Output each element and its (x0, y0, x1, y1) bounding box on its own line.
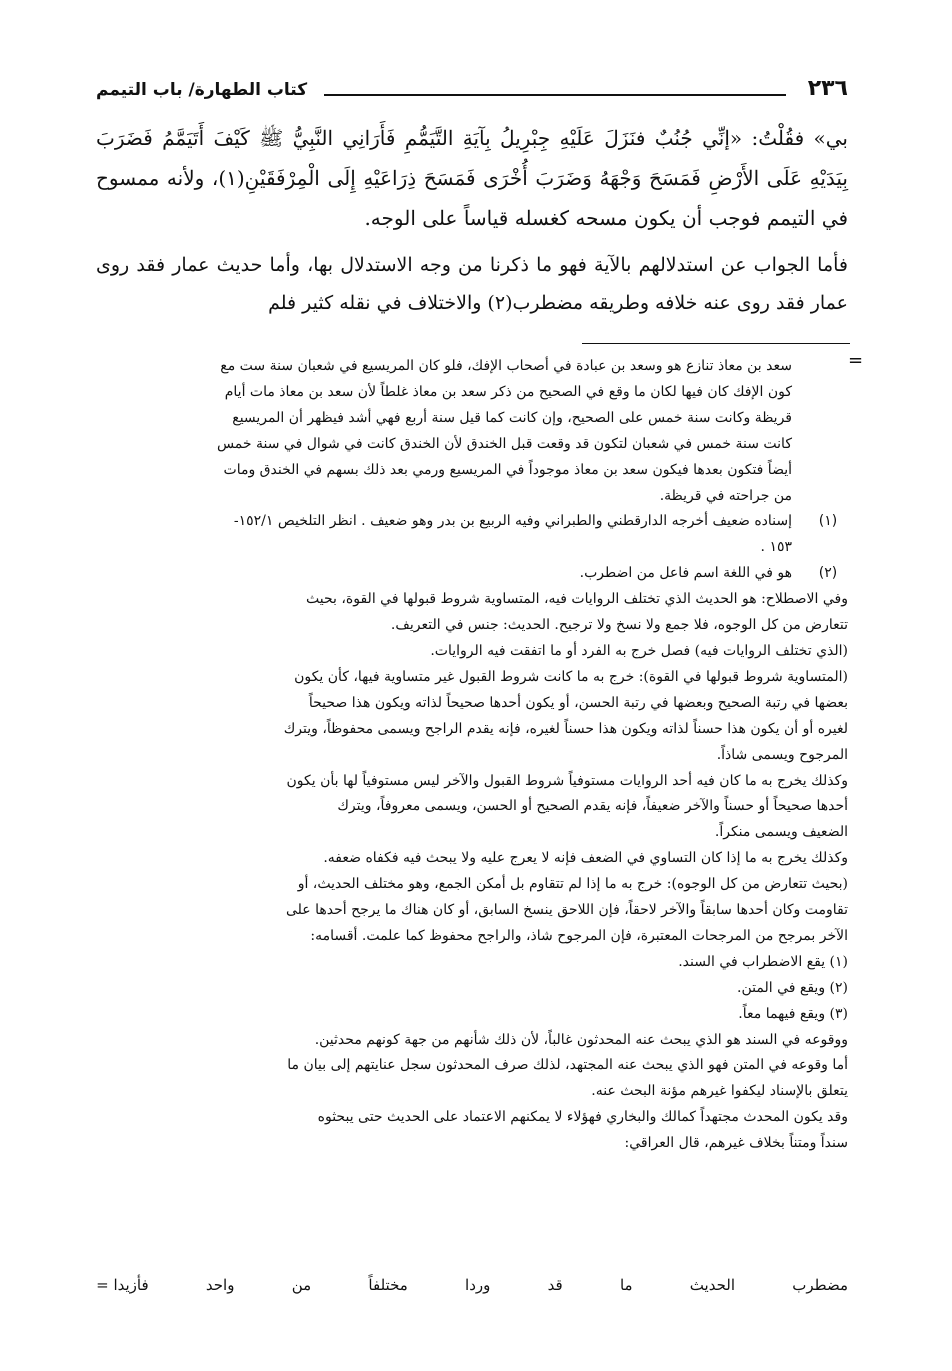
footnote-line: وكذلك يخرج به ما إذا كان التساوي في الضعف فإنه لا يعرج عليه ولا يبحث فيه فكفاه ضعفه. (323, 850, 848, 867)
footnote-line: وفي الاصطلاح: هو الحديث الذي تختلف الروايات فيه، المتساوية شروط قبولها في القوة، بحيث (306, 591, 848, 608)
footnote-line: وكذلك يخرج به ما كان فيه أحد الروايات مستوفياً شروط القبول والآخر ليس مستوفياً لها بأن يكون (286, 772, 848, 789)
footnote-2 (96, 561, 848, 587)
poem-word: ما (619, 1276, 633, 1294)
footnote-line: أيضاً فتكون بعدها فيكون سعد بن معاذ موجوداً في المريسيع ورمي بعد ذلك بسهم في الخندق ومات (223, 461, 792, 478)
poem-word: وردا (465, 1276, 491, 1294)
running-title: كتاب الطهارة/ باب التيمم (96, 80, 308, 100)
footnote-line: المرجوح ويسمى شاذاً. (716, 746, 848, 763)
footnote-line: قريظة وكانت سنة خمس على الصحيح، وإن كانت كما قيل سنة أربع فهي أشد فيظهر أن المريسيع (232, 409, 792, 426)
poem-word: مضطرب (792, 1276, 848, 1294)
footnote-line: إسناده ضعيف أخرجه الدارقطني والطبراني وفيه الربيع بن بدر وهو ضعيف . انظر التلخيص ١٥٢/١- (233, 513, 792, 530)
footnote-line: من جراحته في قريظة. (659, 487, 792, 504)
footnote-line: (المتساوية شروط قبولها في القوة): خرج به ما كانت شروط القبول غير متساوية فيها، كأن يكون (294, 668, 848, 685)
footnote-2-body (96, 587, 848, 1157)
footnote-line: أما وقوعه في المتن فهو الذي يبحث عنه المجتهد، لذلك صرف المحدثون سجل عنايتهم إلى بيان ما (287, 1057, 848, 1074)
poem-verse (96, 1276, 848, 1294)
footnote-line: سعد بن معاذ تنازع هو وسعد بن عبادة في أصحاب الإفك، فلو كان المريسيع في شعبان سنة ست مع (220, 358, 792, 374)
footnote-line: الآخر بمرجح من المرجحات المعتبرة، فإن المرجوح شاذ، والراجح محفوظ كما علمت. أقسامه: (310, 927, 848, 944)
footnote-line: (١) يقع الاضطراب في السند. (678, 953, 848, 970)
main-paragraph: بي» فقُلْتُ: «إنِّي جُنُبٌ فنَزَلَ عَلَيْهِ جِبْرِيلُ بِآيَةِ التَّيَمُّمِ فَأَرَانِي النَّبِيُّ ﷺ كَيْفَ أَتَيَمَّمُ فَضَرَبَ بِيَدَيْهِ عَلَى الأَرْضِ فَمَسَحَ وَجْهَهُ وَضَرَبَ أُخْرَى فَمَسَحَ ذِرَاعَيْهِ إِلَى الْمِرْفَقَيْنِ(١)، ولأنه ممسوح في التيمم فوجب أن يكون مسحه كغسله قياساً على الوجه. (96, 126, 848, 230)
footnote-line: وقد يكون المحدث مجتهداً كمالك والبخاري فهؤلاء لا يمكنهم الاعتماد على الحديث حتى يبحثوه (317, 1109, 848, 1126)
footnote-line: ١٥٣ . (760, 539, 792, 556)
footnote-line: يتعلق بالإسناد ليكفوا غيرهم مؤنة البحث عنه. (591, 1083, 848, 1100)
footnote-line: (٢) ويقع في المتن. (737, 979, 848, 996)
poem-word: من (291, 1276, 312, 1294)
poem-word: واحد (205, 1276, 235, 1294)
footnote-line: (الذي تختلف الروايات فيه) فصل خرج به الفرد أو ما اتفقت فيه الروايات. (430, 642, 848, 659)
footnote-line: (بحيث تتعارض من كل الوجوه): خرج به ما إذا لم تتقاوم بل أمكن الجمع، وهو مختلف الحديث، أو (297, 876, 848, 893)
footnote-line: بعضها في رتبة الصحيح وبعضها في رتبة الحسن، أو يكون أحدها صحيحاً لذاته ويكون هذا صحيحاً (308, 694, 848, 711)
page-number: ٢٣٦ (807, 76, 848, 101)
footnote-1 (96, 509, 848, 561)
footnote-number: (٢) (818, 565, 838, 582)
continuation-mark: = (848, 350, 864, 371)
footnote-line: كانت سنة خمس في شعبان لتكون قد وقعت قبل الخندق لأن الخندق كانت في شوال في سنة خمس (216, 435, 792, 452)
main-text (96, 118, 848, 322)
header-rule (324, 94, 786, 96)
poem-word: الحديث (689, 1276, 735, 1294)
footnote-line: الضعيف ويسمى منكراً. (714, 824, 848, 841)
poem-word: قد (547, 1276, 563, 1294)
footnote-line: هو في اللغة اسم فاعل من اضطرب. (579, 565, 792, 582)
footnote-line: سنداً ومتناً بخلاف غيرهم، قال العراقي: (624, 1135, 848, 1152)
footnote-line: أحدها صحيحاً أو حسناً والآخر ضعيفاً، فإنه يقدم الصحيح أو الحسن، ويسمى معروفاً، ويترك (337, 798, 848, 815)
footnote-divider (582, 343, 850, 344)
footnote-carryover (96, 354, 848, 509)
footnote-line: لغيره أو أن يكون هذا حسناً لذاته ويكون هذا حسناً لغيره، فإنه يقدم الراجح ويسمى محفوظاً، ويترك (283, 720, 848, 737)
poem-word: فأزيدا = (96, 1276, 149, 1294)
running-header (96, 70, 848, 110)
main-paragraph: فأما الجواب عن استدلالهم بالآية فهو ما ذكرنا من وجه الاستدلال بها، وأما حديث عمار فقد روى عمار فقد روى عنه خلافه وطريقه مضطرب(٢) والاختلاف في نقله كثير فلم (96, 254, 848, 314)
poem-word: مختلفاً (368, 1276, 408, 1294)
footnote-line: تتعارض من كل الوجوه، فلا جمع ولا نسخ ولا ترجيح. الحديث: جنس في التعريف. (390, 617, 848, 634)
footnote-line: كون الإفك كان فيها لكان ما وقع في الصحيح من ذكر سعد بن معاذ غلطاً لأن سعد بن معاذ مات أيام (224, 383, 792, 400)
footnote-line: ووقوعه في السند هو الذي يبحث عنه المحدثون غالباً، لأن ذلك شأنهم من جهة كونهم محدثين. (314, 1031, 848, 1048)
footnote-number: (١) (818, 513, 838, 530)
footnote-line: (٣) ويقع فيهما معاً. (738, 1005, 848, 1022)
footnotes (96, 354, 848, 1157)
footnote-line: تقاومت وكان أحدها سابقاً والآخر لاحقاً، فإن اللاحق ينسخ السابق، أو كان هناك ما يرجح أحدها على (285, 902, 848, 919)
